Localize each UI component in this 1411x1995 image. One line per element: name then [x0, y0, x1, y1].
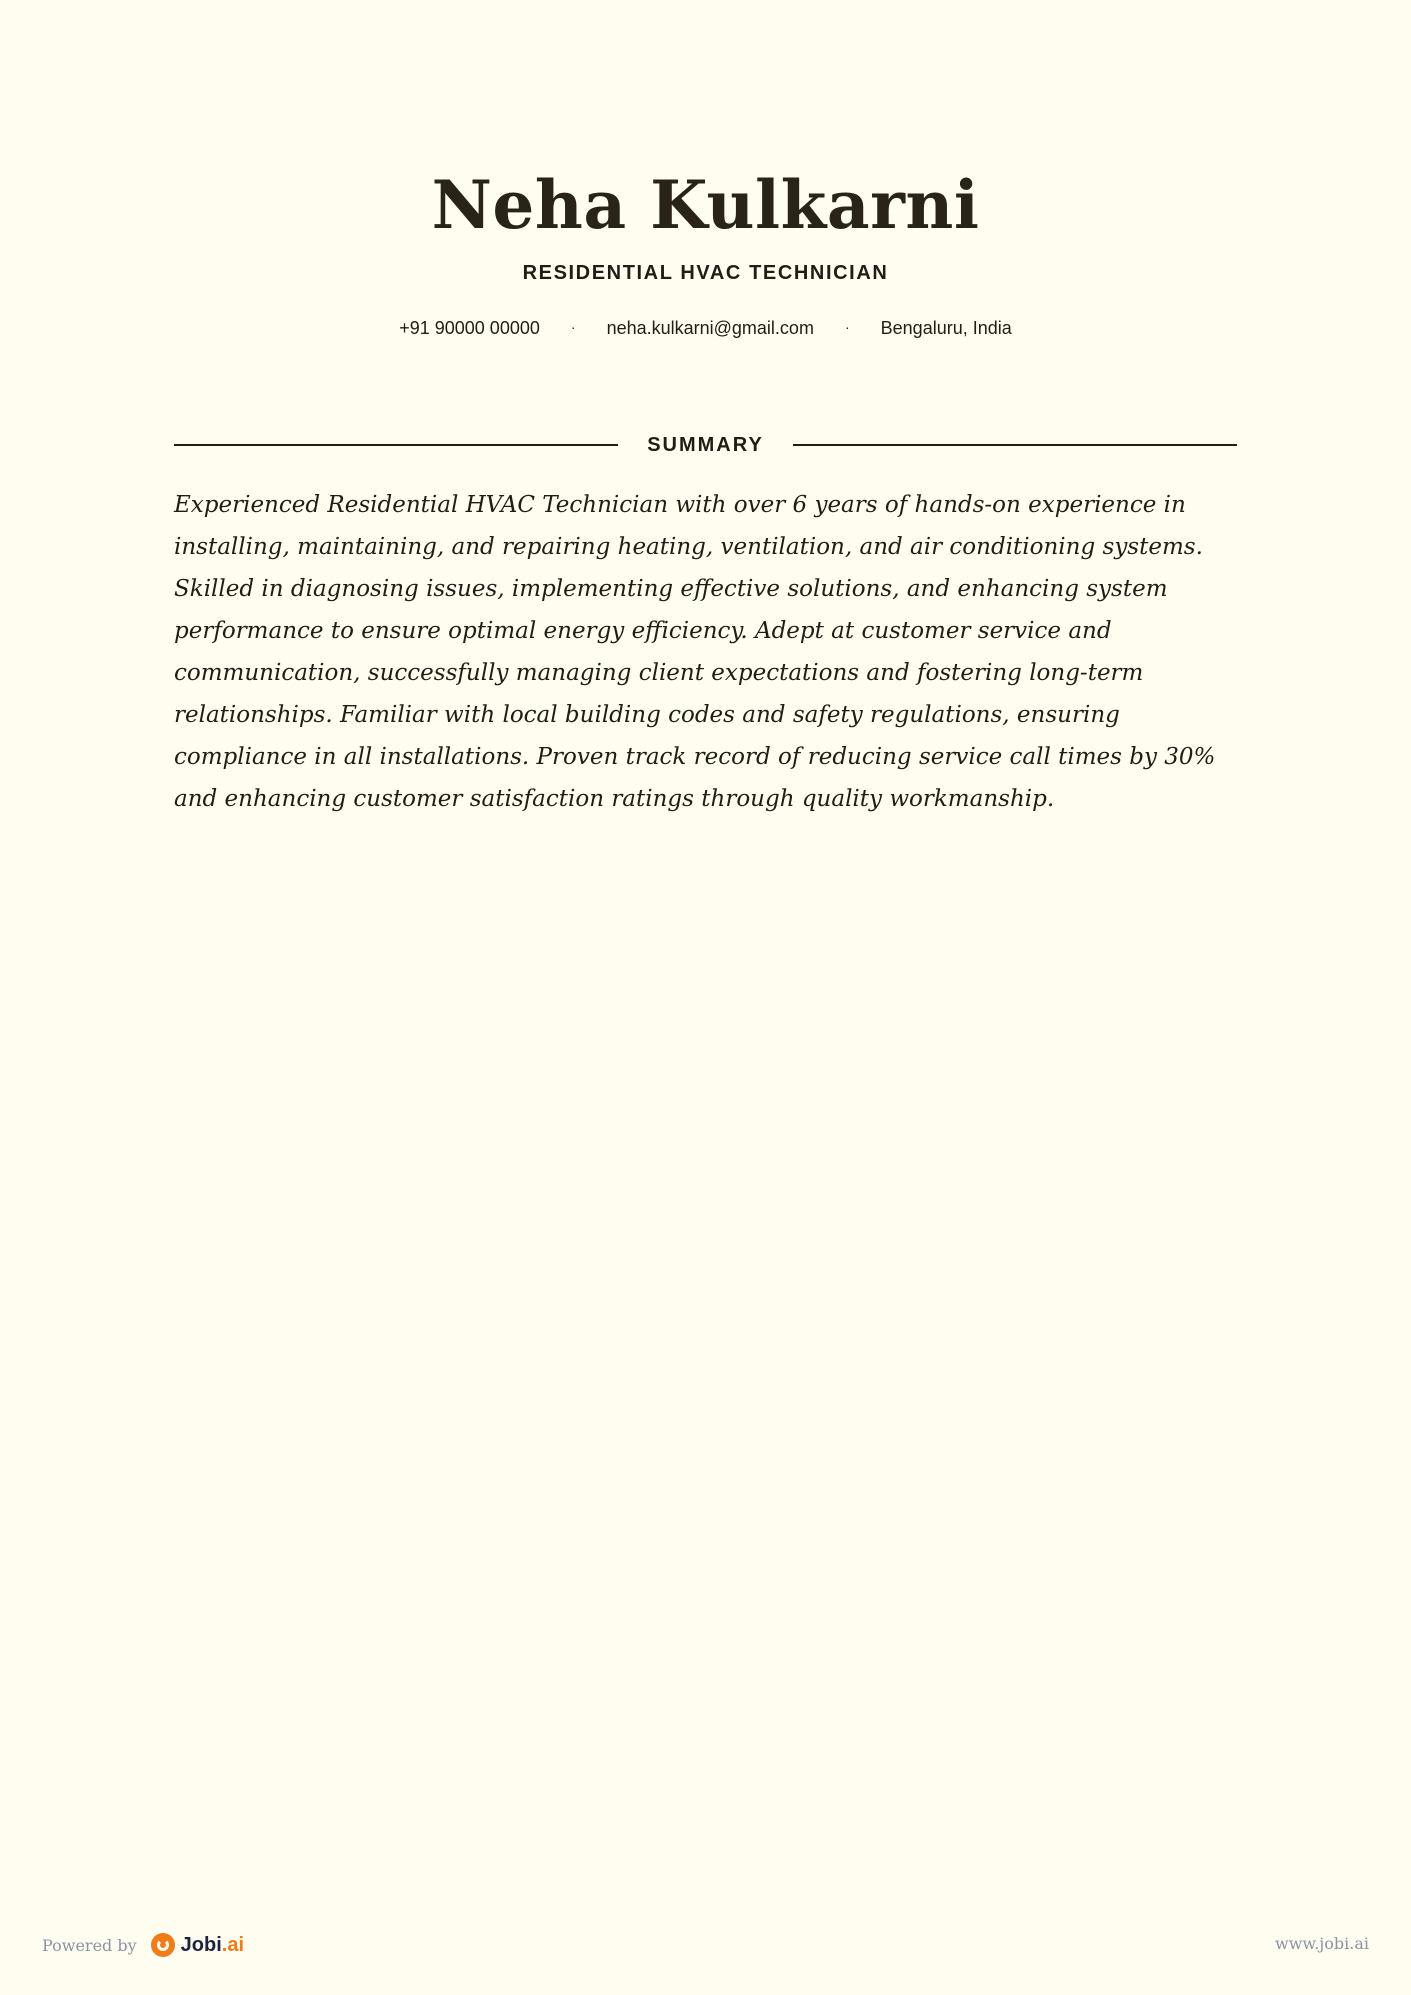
powered-by-footer: [42, 1930, 244, 1960]
contact-line: [0, 318, 1411, 339]
candidate-role: RESIDENTIAL HVAC TECHNICIAN: [522, 262, 889, 284]
contact-separator: ·: [844, 319, 850, 335]
contact-phone: +91 90000 00000: [399, 318, 540, 338]
jobi-logo-icon: [151, 1933, 175, 1957]
brand-main: Jobi: [180, 1933, 222, 1956]
powered-by-label: Powered by: [42, 1935, 137, 1955]
summary-section-heading: [174, 432, 1237, 458]
jobi-logo-text[interactable]: [181, 1934, 244, 1957]
brand-accent: .ai: [221, 1933, 245, 1956]
candidate-name: Neha Kulkarni: [431, 166, 980, 244]
contact-email: neha.kulkarni@gmail.com: [606, 318, 814, 338]
summary-text: Experienced Residential HVAC Technician with over 6 years of hands-on experience in installing, maintaining, and repairing heating, ventilation, and air conditioning systems. Skilled in diagnosing issues, implementing effective solutions, and enhancing system performance to ensure optimal energy efficiency. Adept at customer service and communication, successfully managing client expectations and fostering long-term relationships. Familiar with local building codes and safety regulations, ensuring compliance in all installations. Proven track record of reducing service call times by 30% and enhancing customer satisfaction ratings through quality workmanship.: [174, 492, 1216, 812]
summary-title: SUMMARY: [647, 434, 764, 456]
section-divider-right: [793, 444, 1237, 446]
website-link[interactable]: www.jobi.ai: [1275, 1934, 1369, 1953]
section-divider-left: [174, 444, 618, 446]
resume-header: [0, 160, 1411, 285]
contact-separator: ·: [570, 319, 576, 335]
contact-location: Bengaluru, India: [880, 318, 1012, 338]
